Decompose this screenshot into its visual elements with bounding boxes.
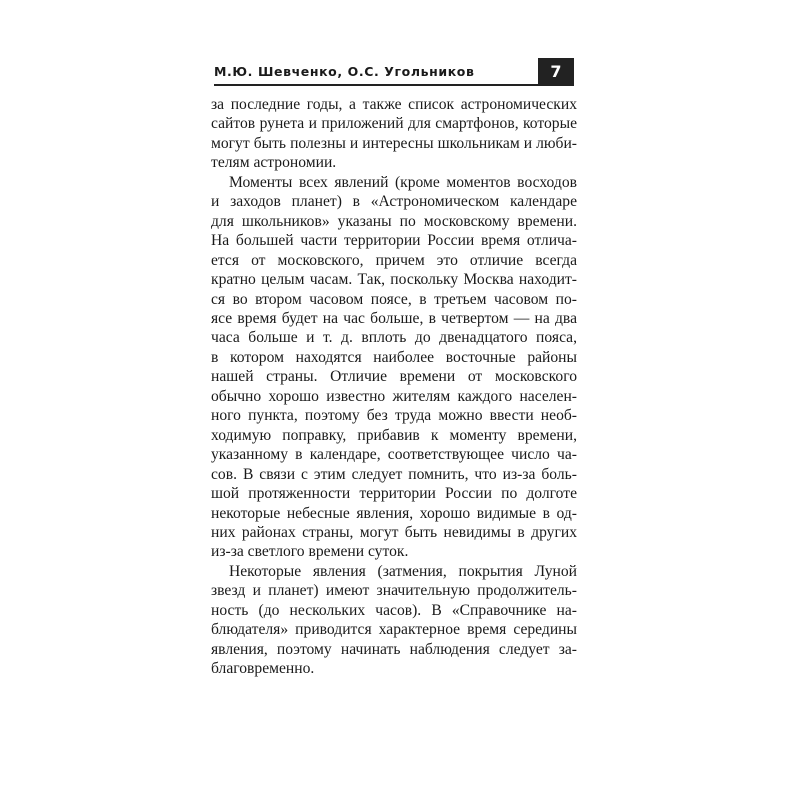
- text-line: ного пункта, поэтому без труда можно ввести необ-: [211, 407, 577, 425]
- text-line: ходимую поправку, прибавив к моменту времени,: [211, 426, 577, 444]
- text-line: и заходов планет) в «Астрономическом календаре: [211, 193, 577, 211]
- text-line: ясе время будет на час больше, в четвертом — на два: [211, 309, 577, 327]
- text-line: нашей страны. Отличие времени от московского: [211, 368, 577, 386]
- text-line: ется от московского, причем это отличие всегда: [211, 251, 577, 269]
- text-line: благовременно.: [211, 660, 315, 678]
- paragraph: [211, 562, 577, 679]
- text-line: часа больше и т. д. вплоть до двенадцатого пояса,: [211, 329, 577, 347]
- text-line: шой протяженности территории России по долготе: [211, 485, 577, 503]
- text-line: из-за светлого времени суток.: [211, 543, 409, 561]
- text-line: На большей части территории России время отлича-: [211, 232, 577, 250]
- text-line: некоторые небесные явления, хорошо видимые в од-: [211, 504, 577, 522]
- text-line: звезд и планет) имеют значительную продолжитель-: [211, 582, 577, 600]
- paragraph: [211, 95, 577, 173]
- page-number: 7: [538, 58, 574, 85]
- text-line: ся во втором часовом поясе, в третьем часовом по-: [211, 290, 577, 308]
- text-line: обычно хорошо известно жителям каждого населен-: [211, 387, 577, 405]
- text-line: для школьников» указаны по московскому времени.: [211, 212, 577, 230]
- text-line: в котором находятся наиболее восточные районы: [211, 348, 577, 366]
- text-line: могут быть полезны и интересны школьникам и люби-: [211, 134, 577, 152]
- text-line: кратно целым часам. Так, поскольку Москва находит-: [211, 271, 577, 289]
- text-line: указанному в календаре, соответствующее число ча-: [211, 446, 577, 464]
- running-header: [214, 61, 574, 85]
- text-line: явления, поэтому начинать наблюдения следует за-: [211, 640, 577, 658]
- text-line: них районах страны, могут быть невидимы в других: [211, 523, 577, 541]
- text-line: за последние годы, а также список астрономических: [211, 96, 577, 113]
- paragraph: [211, 173, 577, 562]
- text-line: блюдателя» приводится характерное время середины: [211, 621, 577, 639]
- text-line: сов. В связи с этим следует помнить, что из-за боль-: [211, 465, 577, 483]
- text-line: ность (до нескольких часов). В «Справочнике на-: [211, 601, 577, 619]
- text-line: Некоторые явления (затмения, покрытия Луной: [229, 562, 577, 580]
- header-rule: [214, 84, 574, 86]
- text-line: телям астрономии.: [211, 154, 337, 172]
- body-text: [211, 95, 577, 679]
- text-line: Моменты всех явлений (кроме моментов восходов: [229, 173, 577, 191]
- running-header-authors: М.Ю. Шевченко, О.С. Угольников: [214, 64, 475, 79]
- text-line: сайтов рунета и приложений для смартфонов, которые: [211, 115, 577, 133]
